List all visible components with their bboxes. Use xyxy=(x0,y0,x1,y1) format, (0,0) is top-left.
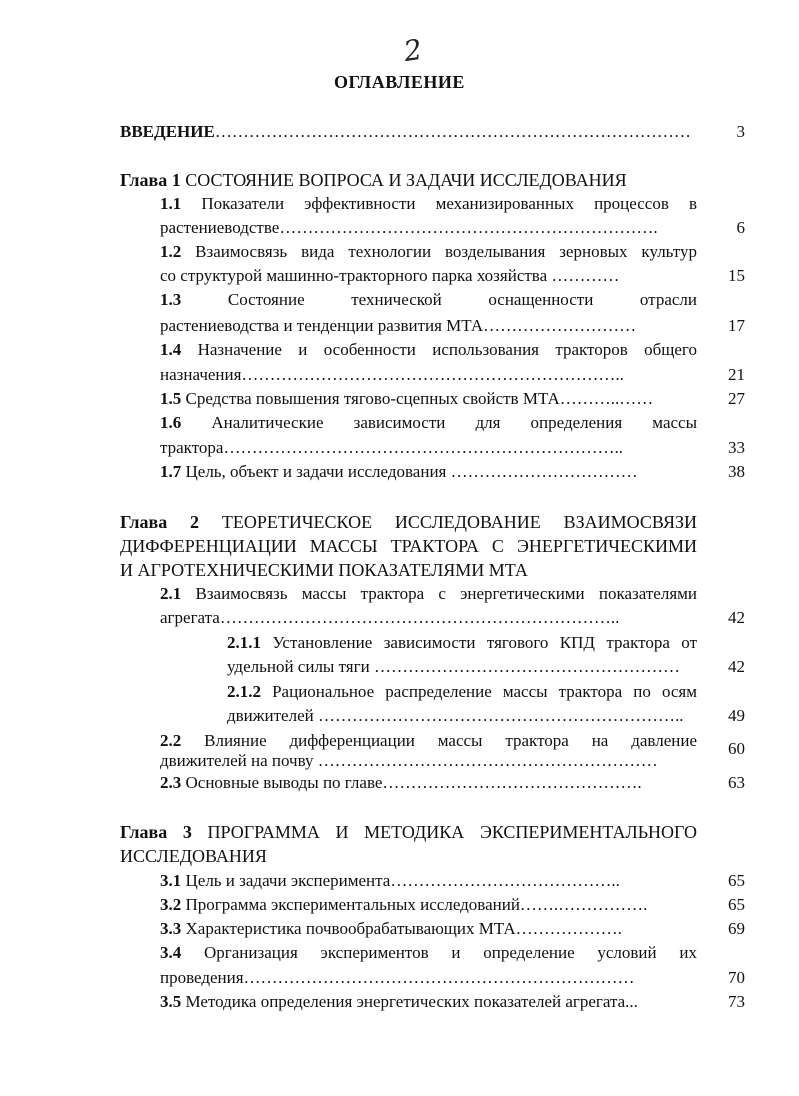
entry-title-cont: движителей ……………………………………………………….. xyxy=(227,706,684,725)
toc-entry-1-5[interactable] xyxy=(160,387,745,411)
entry-title-cont: назначения………………………………………………………….. xyxy=(160,365,624,384)
chapter-3-heading-line2 xyxy=(120,844,745,868)
toc-entry-1-3-cont xyxy=(160,314,745,338)
page-number: 38 xyxy=(728,462,745,481)
page-number: 49 xyxy=(728,706,745,725)
entry-title: Цель, объект и задачи исследования …………………………… xyxy=(181,462,638,481)
page-number: 21 xyxy=(728,365,745,384)
page-number: 42 xyxy=(728,657,745,676)
toc-entry-3-3[interactable] xyxy=(160,917,745,941)
chapter-title-cont: ИССЛЕДОВАНИЯ xyxy=(120,846,267,866)
entry-title-cont: трактора…………………………………………………………….. xyxy=(160,438,623,457)
chapter-number: Глава 1 xyxy=(120,170,181,190)
toc-entry-2-1-1-cont xyxy=(227,655,745,679)
page-number: 6 xyxy=(736,218,745,237)
entry-title: Аналитические зависимости для определения массы xyxy=(181,413,697,432)
toc-entry-1-1[interactable] xyxy=(160,192,697,216)
toc-entry-2-1-1[interactable] xyxy=(227,631,697,655)
entry-title: Методика определения энергетических показателей агрегата... xyxy=(181,992,638,1011)
chapter-title-cont: И АГРОТЕХНИЧЕСКИМИ ПОКАЗАТЕЛЯМИ МТА xyxy=(120,560,528,580)
page-title: ОГЛАВЛЕНИЕ xyxy=(334,72,465,92)
entry-title: Взаимосвязь вида технологии возделывания зерновых культур xyxy=(181,242,697,261)
entry-title: Взаимосвязь массы трактора с энергетическими показателями xyxy=(181,584,697,603)
entry-number: 1.5 xyxy=(160,389,182,408)
toc-entry-1-3[interactable] xyxy=(160,288,697,312)
toc-entry-1-6-cont xyxy=(160,436,745,460)
toc-entry-3-2[interactable] xyxy=(160,893,745,917)
toc-entry-1-2[interactable] xyxy=(160,240,697,264)
chapter-2-heading-line2 xyxy=(120,534,697,558)
page-number: 63 xyxy=(728,773,745,792)
toc-entry-3-4-cont xyxy=(160,966,745,990)
entry-title: Состояние технической оснащенности отрасли xyxy=(181,290,697,309)
entry-number: 1.7 xyxy=(160,462,182,481)
entry-number: 3.3 xyxy=(160,919,182,938)
toc-entry-intro[interactable] xyxy=(120,120,745,144)
entry-title-cont: растениеводства и тенденции развития МТА……………………… xyxy=(160,316,637,335)
chapter-2-heading-line3 xyxy=(120,558,745,582)
chapter-title-cont: ДИФФЕРЕНЦИАЦИИ МАССЫ ТРАКТОРА С ЭНЕРГЕТИЧЕСКИМИ xyxy=(120,536,697,556)
entry-title-cont: движителей на почву …………………………………………………… xyxy=(160,751,658,770)
toc-entry-2-1-2-cont xyxy=(227,704,745,728)
entry-title-cont: агрегата…………………………………………………………….. xyxy=(160,608,620,627)
page-number: 65 xyxy=(728,871,745,890)
entry-number: 1.6 xyxy=(160,413,182,432)
toc-entry-1-1-cont xyxy=(160,216,745,240)
toc-entry-3-4[interactable] xyxy=(160,941,697,965)
chapter-number: Глава 3 xyxy=(120,822,192,842)
handwritten-page-number: 2 xyxy=(401,32,425,69)
page-number: 60 xyxy=(728,739,745,758)
entry-title: Основные выводы по главе………………………………………. xyxy=(181,773,642,792)
entry-title: Характеристика почвообрабатывающих МТА………………. xyxy=(181,919,622,938)
entry-title: Влияние дифференциации массы трактора на давление xyxy=(181,731,697,750)
entry-number: 1.1 xyxy=(160,194,182,213)
chapter-title: СОСТОЯНИЕ ВОПРОСА И ЗАДАЧИ ИССЛЕДОВАНИЯ xyxy=(180,170,627,190)
toc-entry-3-1[interactable] xyxy=(160,869,745,893)
entry-title-cont: проведения…………………………………………………………… xyxy=(160,968,635,987)
page-number: 27 xyxy=(728,389,745,408)
entry-number: 3.4 xyxy=(160,943,182,962)
page-number: 33 xyxy=(728,438,745,457)
entry-label: ВВЕДЕНИЕ xyxy=(120,122,215,141)
page-number: 65 xyxy=(728,895,745,914)
entry-title: Рациональное распределение массы трактора по осям xyxy=(261,682,697,701)
entry-title: Назначение и особенности использования тракторов общего xyxy=(181,340,697,359)
entry-number: 2.2 xyxy=(160,731,182,750)
chapter-number: Глава 2 xyxy=(120,512,200,532)
toc-entry-2-3[interactable] xyxy=(160,771,745,795)
page-number: 73 xyxy=(728,992,745,1011)
entry-number: 3.2 xyxy=(160,895,182,914)
entry-title: Показатели эффективности механизированных процессов в xyxy=(181,194,697,213)
page-number: 69 xyxy=(728,919,745,938)
entry-title: Цель и задачи эксперимента………………………………….. xyxy=(181,871,620,890)
entry-title-cont: удельной силы тяги ……………………………………………… xyxy=(227,657,680,676)
chapter-title: ПРОГРАММА И МЕТОДИКА ЭКСПЕРИМЕНТАЛЬНОГО xyxy=(191,822,697,842)
page-number: 17 xyxy=(728,316,745,335)
entry-number: 3.1 xyxy=(160,871,182,890)
page-number: 42 xyxy=(728,608,745,627)
toc-entry-2-1-cont xyxy=(160,606,745,630)
toc-entry-1-4[interactable] xyxy=(160,338,697,362)
entry-title-cont: растениеводстве…………………………………………………………. xyxy=(160,218,658,237)
toc-entry-3-5[interactable] xyxy=(160,990,745,1014)
chapter-2-heading[interactable] xyxy=(120,510,697,534)
entry-number: 3.5 xyxy=(160,992,182,1011)
entry-number: 2.1.1 xyxy=(227,633,261,652)
toc-entry-1-7[interactable] xyxy=(160,460,745,484)
page-number: 15 xyxy=(728,266,745,285)
entry-number: 2.1 xyxy=(160,584,182,603)
entry-title: Организация экспериментов и определение условий их xyxy=(181,943,697,962)
entry-title: Средства повышения тягово-сцепных свойств МТА………..…… xyxy=(181,389,654,408)
entry-number: 2.1.2 xyxy=(227,682,261,701)
toc-entry-1-6[interactable] xyxy=(160,411,697,435)
toc-entry-1-4-cont xyxy=(160,363,745,387)
chapter-title: ТЕОРЕТИЧЕСКОЕ ИССЛЕДОВАНИЕ ВЗАИМОСВЯЗИ xyxy=(199,512,697,532)
entry-number: 1.3 xyxy=(160,290,182,309)
page-number: 3 xyxy=(736,122,745,141)
toc-entry-2-1-2[interactable] xyxy=(227,680,697,704)
entry-number: 2.3 xyxy=(160,773,182,792)
chapter-1-heading[interactable] xyxy=(120,168,745,192)
toc-entry-2-1[interactable] xyxy=(160,582,697,606)
toc-entry-1-2-cont xyxy=(160,264,745,288)
page-number: 70 xyxy=(728,968,745,987)
entry-number: 1.4 xyxy=(160,340,182,359)
chapter-3-heading[interactable] xyxy=(120,820,697,844)
entry-title: Программа экспериментальных исследований…….……………. xyxy=(181,895,648,914)
entry-title-cont: со структурой машинно-тракторного парка хозяйства ………… xyxy=(160,266,620,285)
leader-dots: ………………………………………………………………………… xyxy=(214,122,691,141)
entry-title: Установление зависимости тягового КПД трактора от xyxy=(261,633,697,652)
entry-number: 1.2 xyxy=(160,242,182,261)
